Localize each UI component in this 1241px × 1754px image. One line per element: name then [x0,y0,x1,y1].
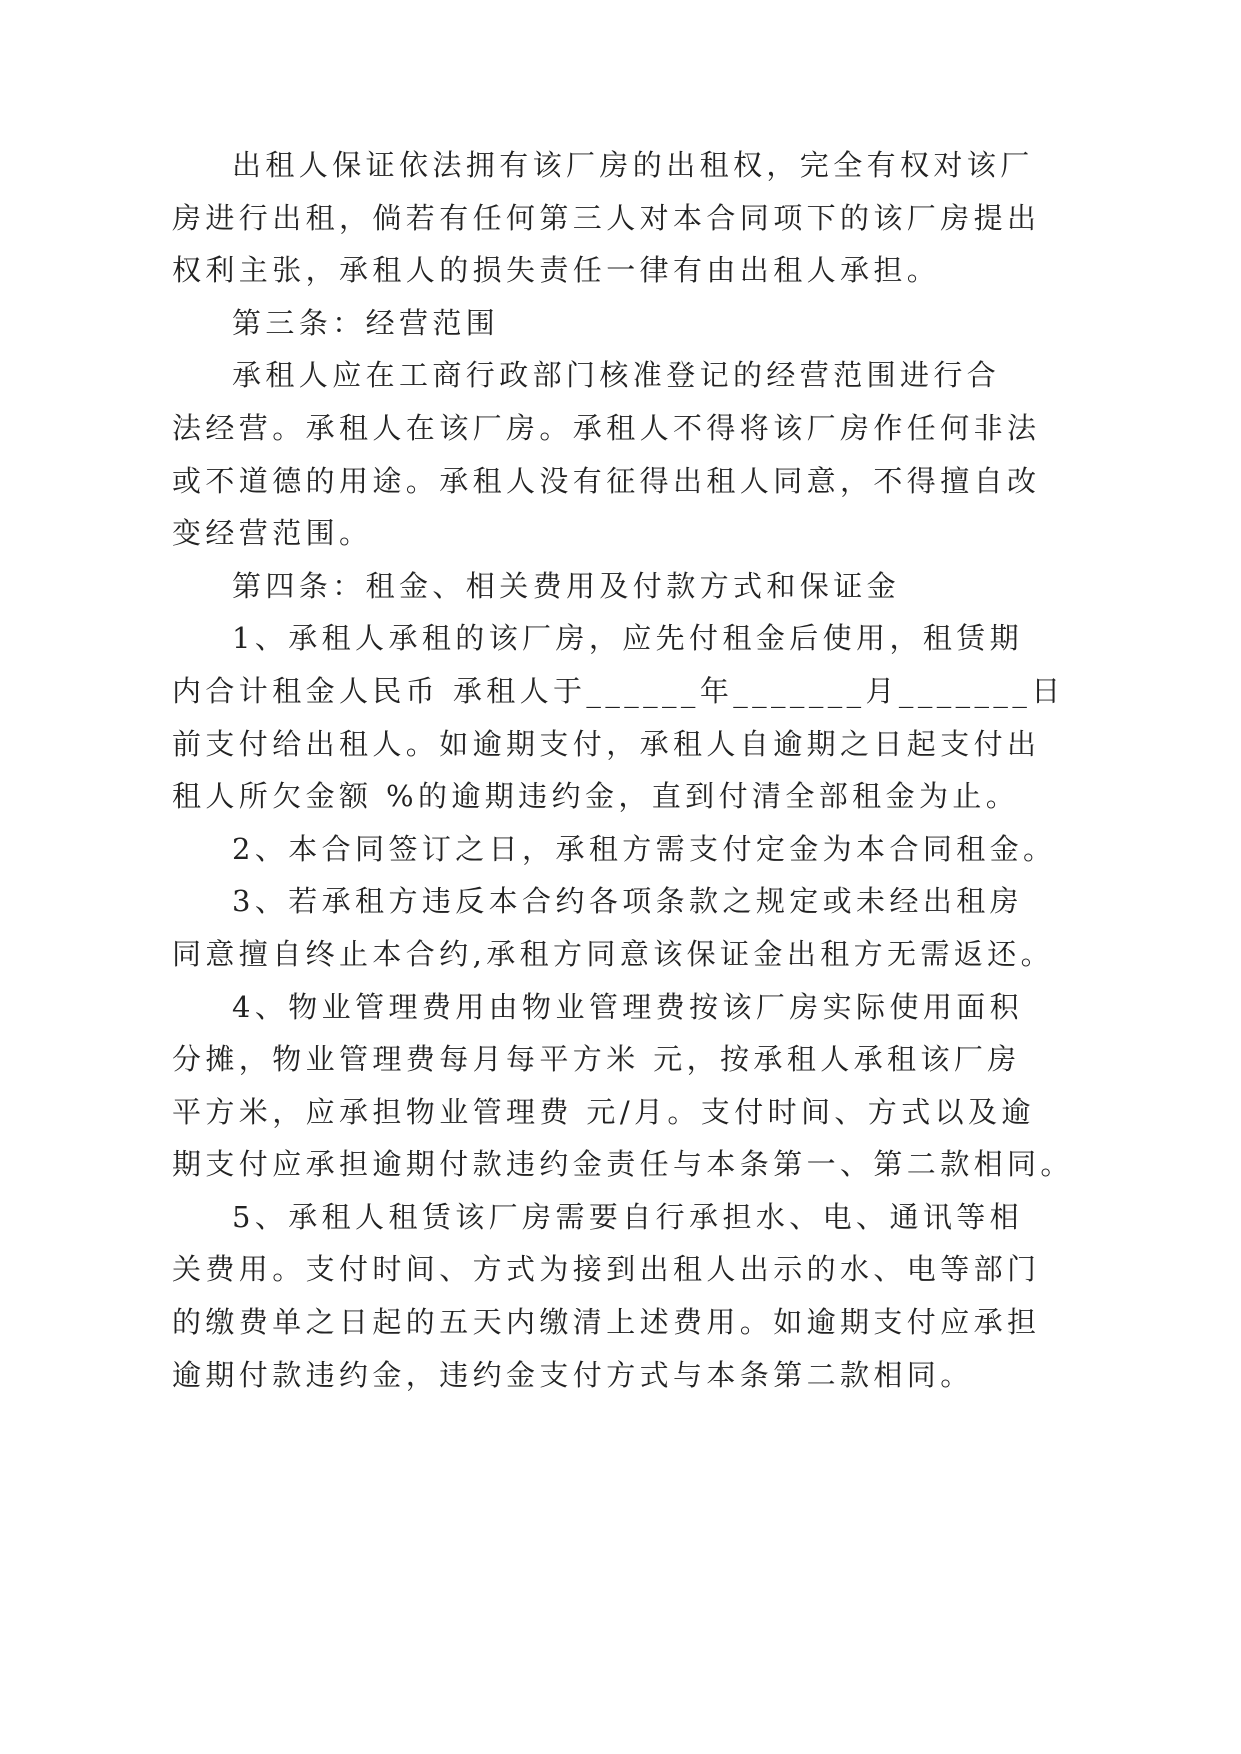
article-4-heading [172,560,1172,613]
paragraph-line: 2、本合同签订之日，承租方需支付定金为本合同租金。 [232,831,1057,866]
paragraph-line: 平方米，应承担物业管理费 元/月。支付时间、方式以及逾 [172,1094,1035,1129]
paragraph-business-scope [172,349,1172,559]
paragraph-line: 关费用。支付时间、方式为接到出租人出示的水、电等部门 [172,1252,1041,1287]
paragraph-line: 变经营范围。 [172,516,373,551]
paragraph-line: 3、若承租方违反本合约各项条款之规定或未经出租房 [232,884,1024,919]
paragraph-line: 权利主张，承租人的损失责任一律有由出租人承担。 [172,253,941,288]
clause-5-utilities [172,1191,1172,1401]
paragraph-line: 1、承租人承租的该厂房，应先付租金后使用，租赁期 [232,621,1024,656]
paragraph-line: 房进行出租，倘若有任何第三人对本合同项下的该厂房提出 [172,200,1041,235]
paragraph-line: 前支付给出租人。如逾期支付，承租人自逾期之日起支付出 [172,726,1041,761]
paragraph-line: 法经营。承租人在该厂房。承租人不得将该厂房作任何非法 [172,410,1041,445]
paragraph-line: 同意擅自终止本合约,承租方同意该保证金出租方无需返还。 [172,936,1055,971]
article-heading: 第三条：经营范围 [232,305,500,340]
paragraph-line: 内合计租金人民币 承租人于______年_______月_______日 [172,673,1065,708]
paragraph-line: 5、承租人租赁该厂房需要自行承担水、电、通讯等相 [232,1199,1024,1234]
paragraph-landlord-guarantee [172,139,1172,297]
document-body [172,139,1172,1401]
paragraph-line: 4、物业管理费用由物业管理费按该厂房实际使用面积 [232,989,1024,1024]
paragraph-line: 出租人保证依法拥有该厂房的出租权，完全有权对该厂 [232,148,1034,182]
clause-2-deposit [172,823,1172,876]
paragraph-line: 承租人应在工商行政部门核准登记的经营范围进行合 [232,358,1001,393]
article-3-heading [172,297,1172,350]
clause-3-breach [172,875,1172,980]
article-heading: 第四条：租金、相关费用及付款方式和保证金 [232,568,901,603]
clause-4-property-fee [172,981,1172,1191]
paragraph-line: 或不道德的用途。承租人没有征得出租人同意，不得擅自改 [172,463,1041,498]
paragraph-line: 分摊，物业管理费每月每平方米 元，按承租人承租该厂房 [172,1042,1021,1077]
paragraph-line: 的缴费单之日起的五天内缴清上述费用。如逾期支付应承担 [172,1305,1041,1340]
paragraph-line: 租人所欠金额 %的逾期违约金，直到付清全部租金为止。 [172,779,1020,814]
paragraph-line: 逾期付款违约金，违约金支付方式与本条第二款相同。 [172,1357,974,1392]
paragraph-line: 期支付应承担逾期付款违约金责任与本条第一、第二款相同。 [172,1147,1074,1182]
clause-1-rent [172,612,1172,822]
